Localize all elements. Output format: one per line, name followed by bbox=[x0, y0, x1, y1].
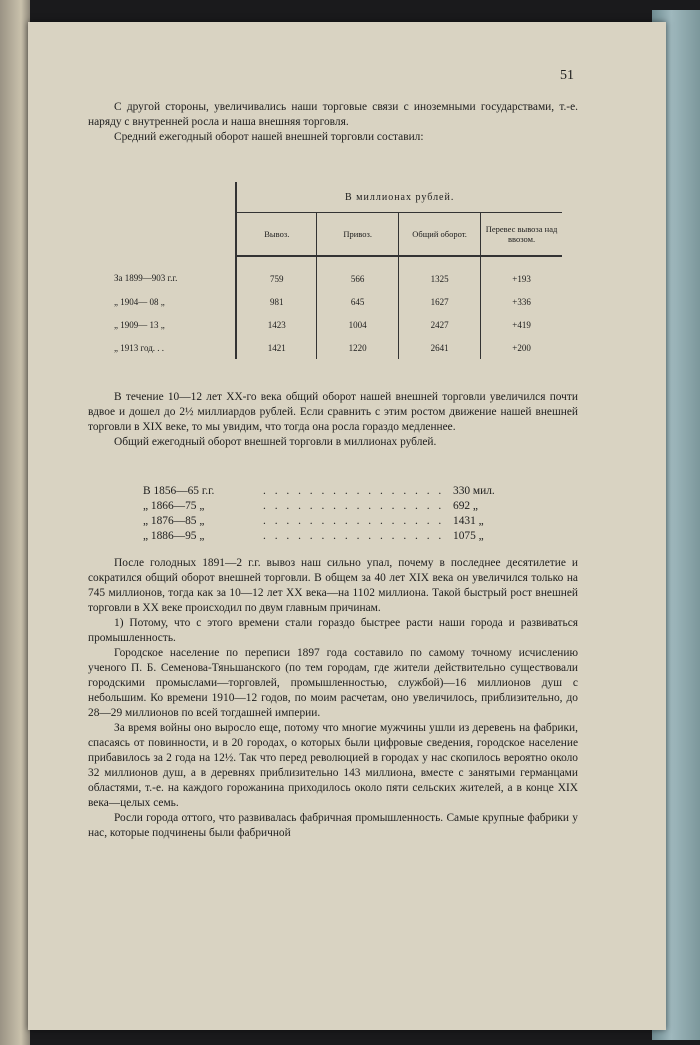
column-header: Общий оборот. bbox=[399, 213, 481, 257]
paragraph-6: 1) Потому, что с этого времени стали гораздо быстрее расти наши города и развиваться промышленность. bbox=[88, 617, 578, 644]
page-number: 51 bbox=[560, 68, 574, 83]
turnover-list bbox=[143, 484, 543, 544]
paragraph-4: Общий ежегодный оборот внешней торговли в миллионах рублей. bbox=[114, 436, 437, 448]
paragraph-5: После голодных 1891—2 г.г. вывоз наш сильно упал, почему в последнее десятилетие и сократился общий оборот внешней торговли. В общем за 40 лет XIX века он увеличился только на 745 миллионов, тогда как за 10—12 лет XX века—на 1102 миллиона. Такой быстрый рост внешней торговли в XX веке происходил по двум главным причинам. bbox=[88, 557, 578, 614]
body-text bbox=[88, 556, 578, 841]
table-row: „ 1913 год. . . 1421 1220 2641 +200 bbox=[114, 336, 562, 359]
previous-page-edge bbox=[0, 0, 30, 1045]
column-header: Перевес вывоза над ввозом. bbox=[481, 213, 562, 257]
paragraph-9: Росли города оттого, что развивалась фабричная промышленность. Самые крупные фабрики у нас, которые подчинены были фабричной bbox=[88, 812, 578, 839]
list-item: „ 1886—95 „ . . . . . . . . . . . . . . . . 1075 „ bbox=[143, 530, 484, 542]
paragraph-1: С другой стороны, увеличивались наши торговые связи с иноземными государствами, т.-е. наряду с внутренней росла и наша внешняя торговля. Средний ежегодный оборот нашей внешней торговли составил: bbox=[88, 101, 578, 143]
column-header: Привоз. bbox=[317, 213, 399, 257]
list-item: В 1856—65 г.г. . . . . . . . . . . . . . . . . 330 мил. bbox=[143, 485, 495, 497]
paragraph-8: За время войны оно выросло еще, потому что многие мужчины ушли из деревень на фабрики, спасаясь от повинности, и в 20 городах, о которых были цифровые сведения, городское население прибавилось за 2 года на 12½. Так что перед революцией в городах у нас скопилось вероятно около 32 миллионов душ, а в деревнях приблизительно 143 миллиона, вместе с занятыми германцами областями, т.-е. на каждого горожанина приходилось около пяти сельских жителей, а в конце XIX века—целых семь. bbox=[88, 722, 578, 809]
list-item: „ 1866—75 „ . . . . . . . . . . . . . . . . 692 „ bbox=[143, 500, 478, 512]
paragraph-7: Городское население по переписи 1897 года составило по самому точному исчислению ученого П. Б. Семенова-Тяньшанского (по тем городам, где жители действительно существовали городскими промыслами—торговлей, промышленностью, службой)—16 миллионов душ с небольшим. Ко времени 1910—12 годов, по моим расчетам, оно увеличилось, приблизительно, до 28—29 миллионов по всей тогдашней империи. bbox=[88, 647, 578, 719]
book-page bbox=[28, 22, 666, 1030]
table-row: За 1899—903 г.г. 759 566 1325 +193 bbox=[114, 256, 562, 290]
table-row: „ 1904— 08 „ 981 645 1627 +336 bbox=[114, 290, 562, 313]
table-row: „ 1909— 13 „ 1423 1004 2427 +419 bbox=[114, 313, 562, 336]
table-group-header: В миллионах рублей. bbox=[236, 182, 562, 213]
paragraph-3: В течение 10—12 лет XX-го века общий оборот нашей внешней торговли увеличился почти вдвое и дошел до 2½ миллиардов рублей. Если сравнить с этим ростом движение нашей внешней торговли в XIX веке, то мы увидим, что тогда она росла гораздо медленнее. Общий ежегодный оборот внешней торговли в миллионах рублей. bbox=[88, 391, 578, 448]
list-item: „ 1876—85 „ . . . . . . . . . . . . . . . . 1431 „ bbox=[143, 515, 484, 527]
trade-table bbox=[114, 182, 562, 359]
column-header: Вывоз. bbox=[236, 213, 316, 257]
paragraph-2: Средний ежегодный оборот нашей внешней торговли составил: bbox=[114, 131, 424, 143]
